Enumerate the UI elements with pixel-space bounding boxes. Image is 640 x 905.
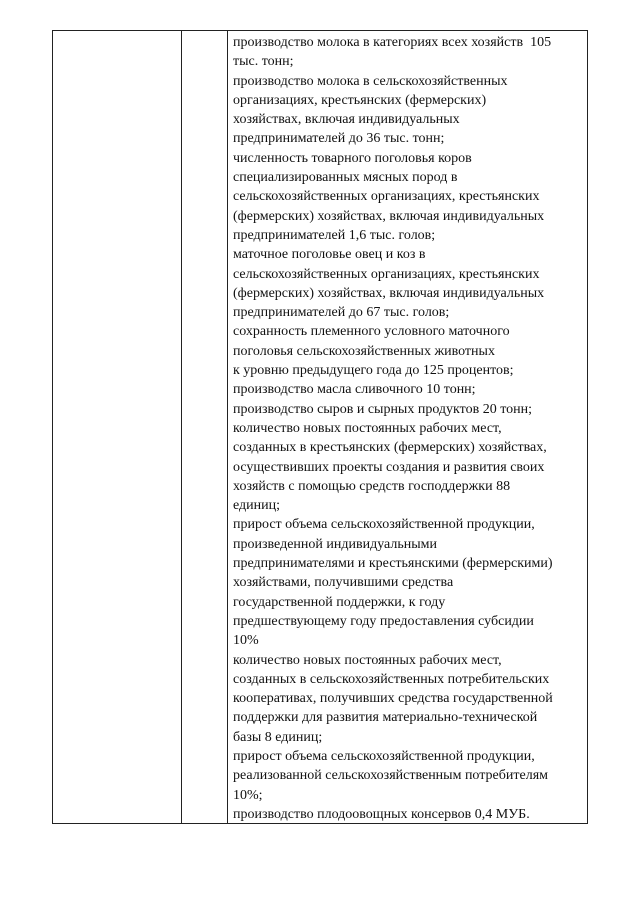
indicator-line: предпринимателями и крестьянскими (фермерскими) — [233, 556, 553, 572]
indicator-line: государственной поддержки, к году — [233, 594, 446, 610]
column-divider — [227, 31, 228, 823]
indicator-line: сохранность племенного условного маточного — [233, 324, 510, 340]
indicator-line: производство масла сливочного 10 тонн; — [233, 382, 476, 398]
indicator-line: производство сыров и сырных продуктов 20 тонн; — [233, 401, 533, 417]
indicator-line: кооперативах, получивших средства государственной — [233, 691, 553, 707]
indicator-line: прирост объема сельскохозяйственной продукции, — [233, 517, 535, 533]
indicator-line: маточное поголовье овец и коз в — [233, 247, 426, 263]
indicator-line: предпринимателей до 36 тыс. тонн; — [233, 131, 445, 147]
indicator-line: произведенной индивидуальными — [233, 536, 437, 552]
indicator-line: созданных в сельскохозяйственных потребительских — [233, 671, 550, 687]
indicator-line: сельскохозяйственных организациях, крестьянских — [233, 266, 540, 282]
indicator-line: 10% — [233, 633, 259, 649]
indicators-cell — [233, 33, 585, 824]
indicator-line: 10%; — [233, 787, 263, 803]
indicator-line: количество новых постоянных рабочих мест, — [233, 652, 502, 668]
indicator-line: производство молока в категориях всех хозяйств 105 — [233, 35, 552, 50]
indicator-line: предпринимателей до 67 тыс. голов; — [233, 305, 450, 321]
indicator-line: тыс. тонн; — [233, 54, 294, 70]
indicator-line: предшествующему году предоставления субсидии — [233, 613, 534, 629]
indicator-line: реализованной сельскохозяйственным потребителям — [233, 768, 548, 784]
indicator-line: специализированных мясных пород в — [233, 170, 458, 186]
indicator-line: организациях, крестьянских (фермерских) — [233, 92, 487, 108]
indicator-line: численность товарного поголовья коров — [233, 150, 472, 166]
indicator-line: поддержки для развития материально-технической — [233, 710, 538, 726]
indicator-line: единиц; — [233, 498, 281, 514]
indicators-table — [52, 30, 588, 824]
indicator-line: (фермерских) хозяйствах, включая индивидуальных — [233, 208, 545, 224]
indicator-line: хозяйствах, включая индивидуальных — [233, 112, 460, 128]
indicator-line: хозяйств с помощью средств господдержки 88 — [233, 478, 511, 494]
indicator-line: сельскохозяйственных организациях, крестьянских — [233, 189, 540, 205]
indicator-line: предпринимателей 1,6 тыс. голов; — [233, 227, 436, 243]
indicator-line: производство молока в сельскохозяйственных — [233, 73, 508, 89]
indicator-line: количество новых постоянных рабочих мест, — [233, 420, 502, 436]
indicator-line: базы 8 единиц; — [233, 729, 323, 745]
indicator-line: (фермерских) хозяйствах, включая индивидуальных — [233, 285, 545, 301]
column-divider — [181, 31, 182, 823]
indicator-line: поголовья сельскохозяйственных животных — [233, 343, 495, 359]
indicator-line: хозяйствами, получившими средства — [233, 575, 454, 591]
indicator-line: осуществивших проекты создания и развития своих — [233, 459, 545, 475]
indicator-line: производство плодоовощных консервов 0,4 МУБ. — [233, 806, 530, 822]
indicator-line: прирост объема сельскохозяйственной продукции, — [233, 748, 535, 764]
indicator-line: созданных в крестьянских (фермерских) хозяйствах, — [233, 440, 547, 456]
indicator-line: к уровню предыдущего года до 125 процентов; — [233, 363, 514, 379]
